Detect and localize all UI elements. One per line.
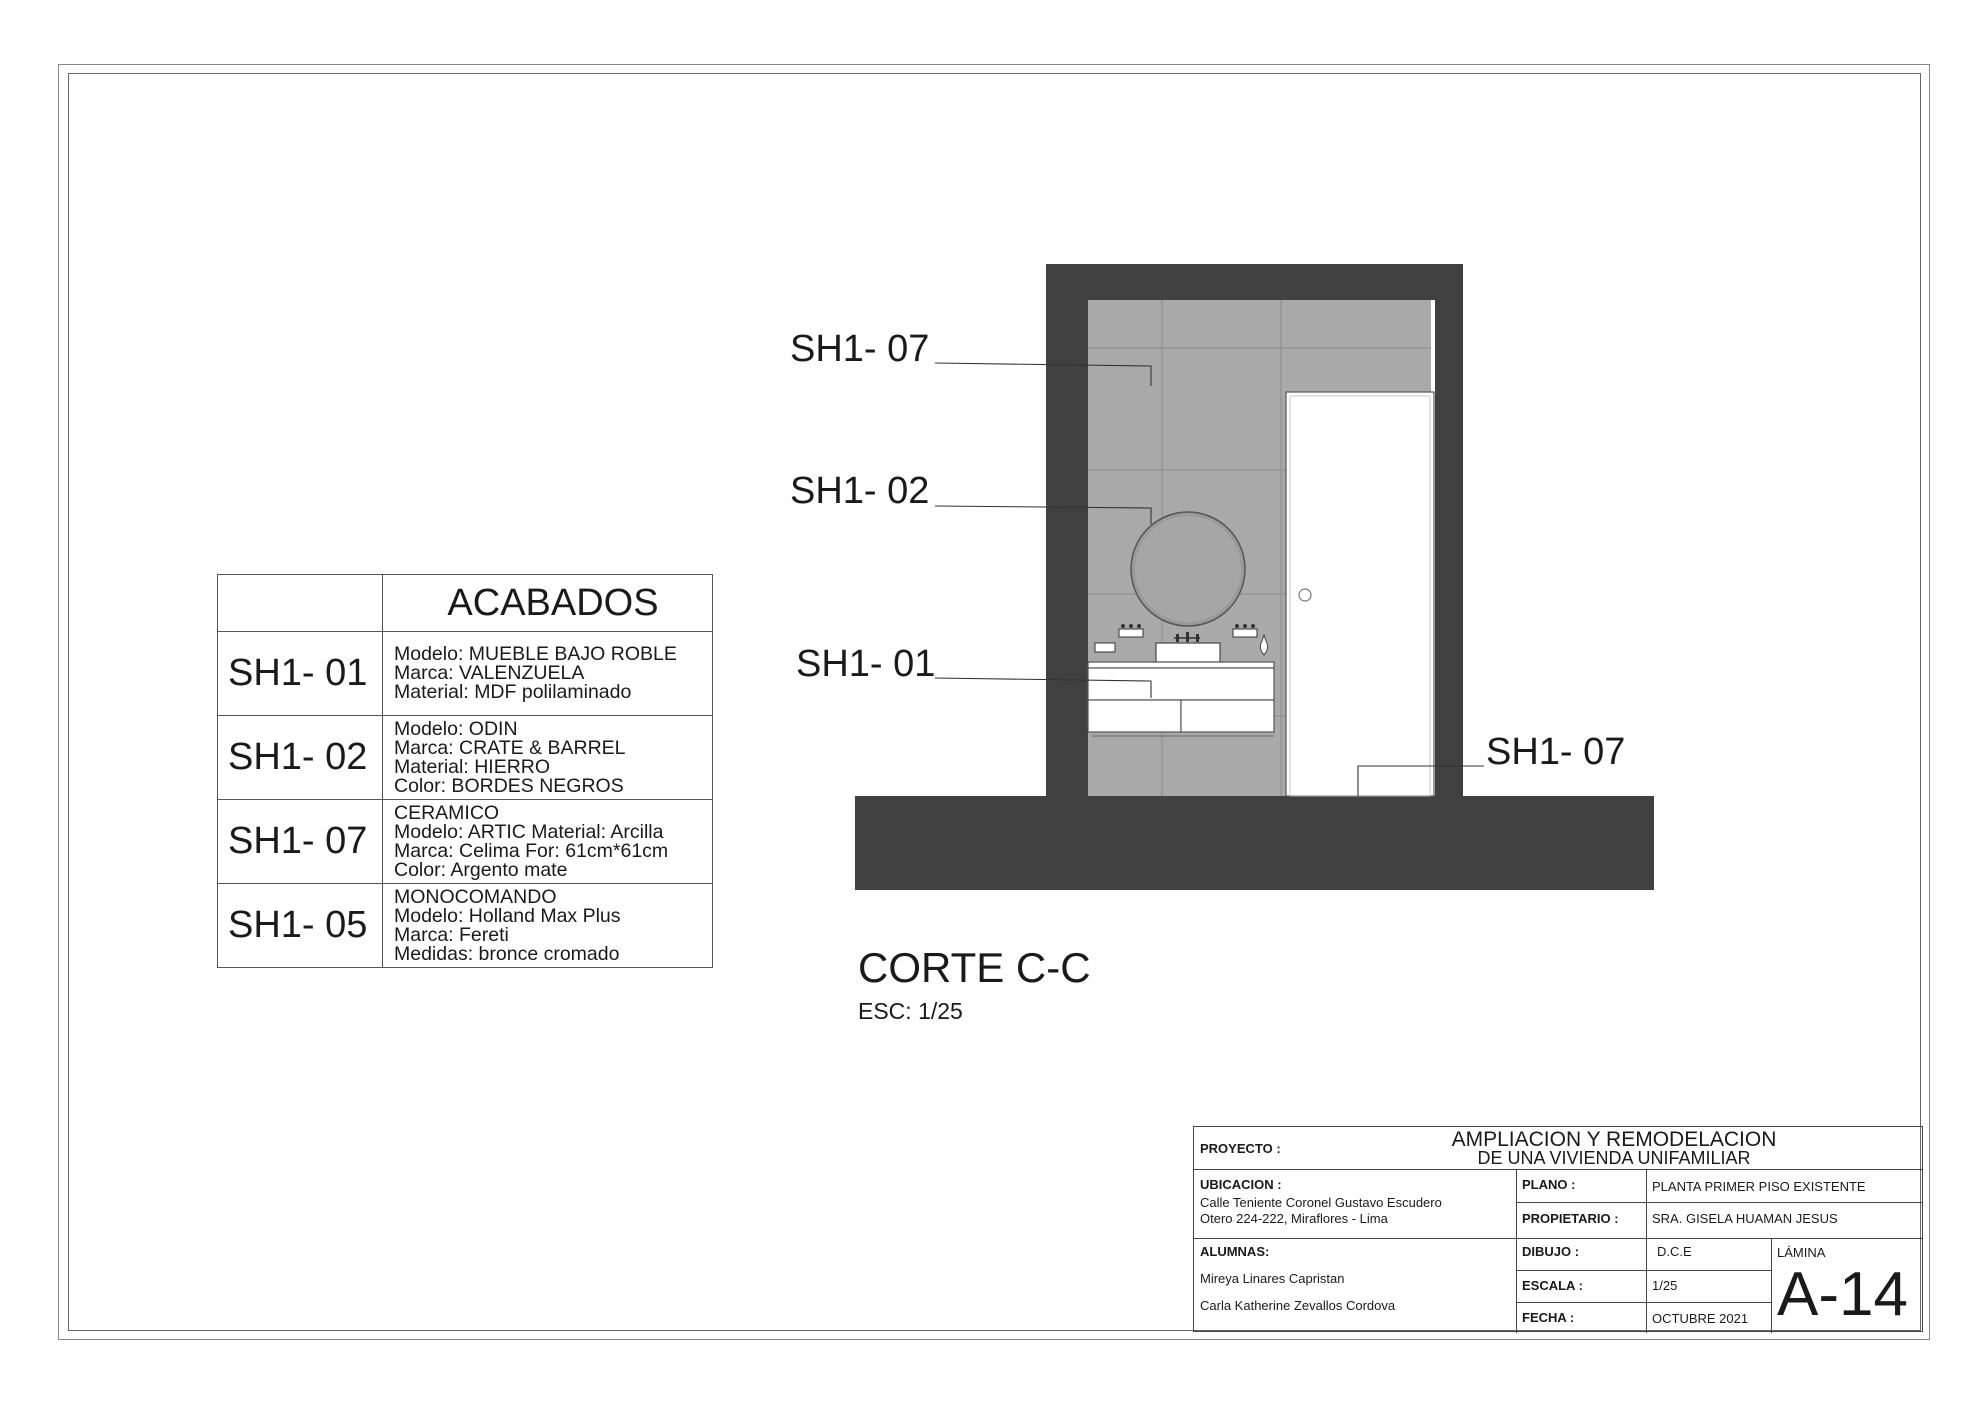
section-title: CORTE C-C (858, 944, 1091, 991)
finish-line: CERAMICO (394, 801, 500, 824)
finish-line: Modelo: ARTIC Material: Arcilla (394, 820, 664, 843)
ubicacion-line: Otero 224-222, Miraflores - Lima (1200, 1211, 1388, 1226)
fecha-value: OCTUBRE 2021 (1652, 1311, 1749, 1326)
vessel-sink (1156, 643, 1220, 662)
finish-line: Marca: CRATE & BARREL (394, 736, 626, 759)
escala-label: ESCALA : (1522, 1278, 1583, 1293)
soap-dish-left (1119, 624, 1143, 637)
project-title-line: AMPLIACION Y REMODELACION (1451, 1128, 1777, 1151)
proyecto-label: PROYECTO : (1200, 1141, 1281, 1156)
dibujo-value: D.C.E (1657, 1244, 1692, 1259)
round-mirror-inner (1135, 516, 1241, 622)
escala-value: 1/25 (1652, 1278, 1678, 1293)
floor-slab (855, 796, 1654, 890)
finish-line: Modelo: Holland Max Plus (394, 904, 621, 927)
dibujo-label: DIBUJO : (1522, 1244, 1580, 1259)
finishes-table-title: ACABADOS (383, 575, 713, 632)
lamina-label: LÁMINA (1777, 1245, 1826, 1260)
fecha-label: FECHA : (1522, 1310, 1575, 1325)
finish-code: SH1- 02 (218, 716, 383, 800)
alumnas-label: ALUMNAS: (1200, 1244, 1270, 1259)
sheet-number: A-14 (1777, 1260, 1908, 1329)
finish-line: Modelo: MUEBLE BAJO ROBLE (394, 643, 677, 665)
finish-line: Medidas: bronce cromado (394, 942, 620, 965)
finish-code: SH1- 07 (218, 800, 383, 884)
callout-label: SH1- 07 (790, 328, 930, 370)
finish-line: Marca: Fereti (394, 923, 509, 946)
finish-line: Modelo: ODIN (394, 717, 518, 740)
finish-line: Color: BORDES NEGROS (394, 774, 624, 797)
finish-line: Color: Argento mate (394, 858, 568, 881)
project-title (1314, 1130, 1914, 1168)
callout-label: SH1- 07 (1486, 731, 1626, 773)
ubicacion-value (1200, 1195, 1442, 1227)
finish-line: MONOCOMANDO (394, 885, 557, 908)
propietario-value: SRA. GISELA HUAMAN JESUS (1652, 1211, 1838, 1226)
ubicacion-label: UBICACION : (1200, 1177, 1282, 1192)
finish-line: Marca: Celima For: 61cm*61cm (394, 839, 669, 862)
finish-code: SH1- 05 (218, 884, 383, 968)
title-block (1193, 1126, 1923, 1332)
finish-line: Marca: VALENZUELA (394, 662, 585, 684)
callout-label: SH1- 02 (790, 470, 930, 512)
soap-dish-right (1233, 624, 1257, 637)
vanity-cabinet (1088, 662, 1274, 736)
finish-code: SH1- 01 (218, 632, 383, 716)
door-handle (1299, 589, 1311, 601)
project-title-line: DE UNA VIVIENDA UNIFAMILIAR (1477, 1148, 1751, 1168)
ubicacion-line: Calle Teniente Coronel Gustavo Escudero (1200, 1195, 1442, 1210)
student-name: Mireya Linares Capristan (1200, 1271, 1345, 1286)
toothbrush-holder (1095, 643, 1115, 652)
plano-label: PLANO : (1522, 1177, 1576, 1192)
finish-line: Material: HIERRO (394, 755, 551, 778)
propietario-label: PROPIETARIO : (1522, 1211, 1619, 1226)
plano-value: PLANTA PRIMER PISO EXISTENTE (1652, 1179, 1866, 1194)
student-name: Carla Katherine Zevallos Cordova (1200, 1298, 1396, 1313)
finish-line: Material: MDF polilaminado (394, 681, 632, 703)
section-scale: ESC: 1/25 (858, 998, 963, 1024)
callout-label: SH1- 01 (796, 643, 936, 685)
